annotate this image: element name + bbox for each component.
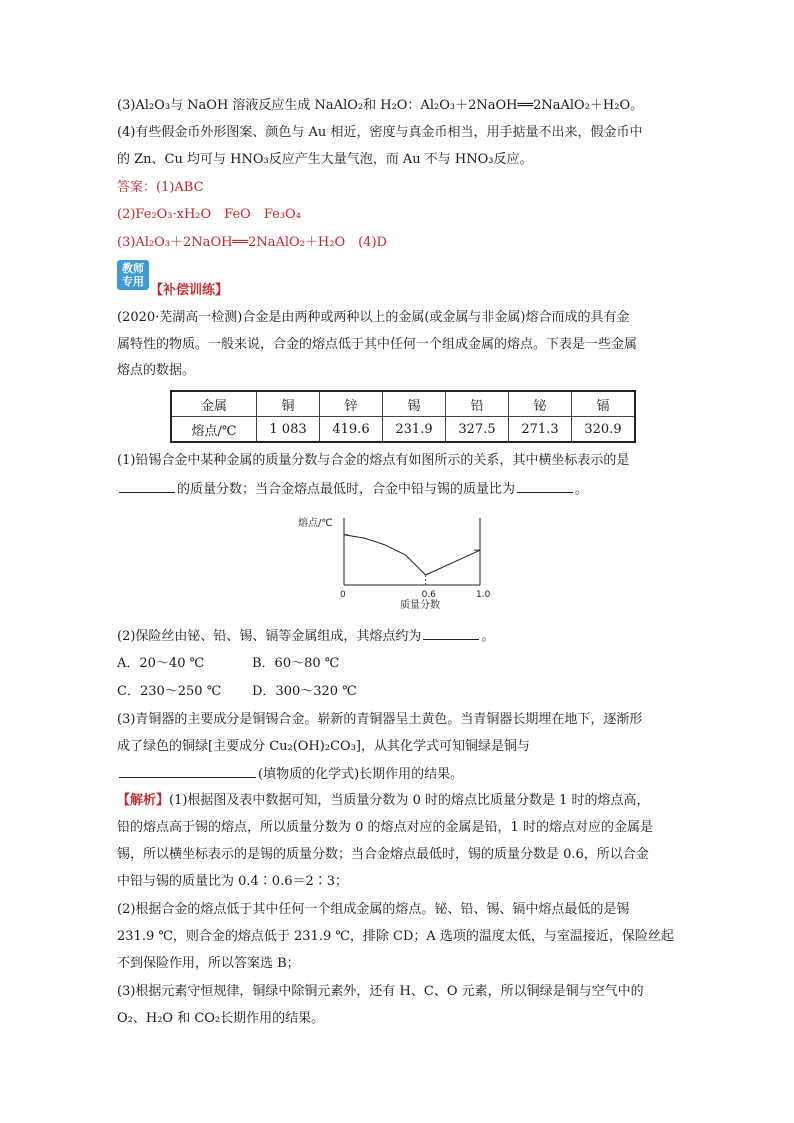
prev-q4-explanation-line1: (4)有些假金币外形图案、颜色与 Au 相近，密度与真金币相当，用手掂量不出来，假金币中 <box>117 125 643 140</box>
teacher-only-badge-icon <box>117 260 149 290</box>
analysis-line1 <box>117 792 650 810</box>
table-header-row <box>171 391 635 417</box>
prev-q3-explanation: (3)Al₂O₃与 NaOH 溶液反应生成 NaAlO₂和 H₂O：Al₂O₃＋2NaOH══2NaAlO₂＋H₂O。 <box>117 98 644 113</box>
answer-line2: (2)Fe₂O₃·xH₂O FeO Fe₃O₄ <box>117 207 301 222</box>
intro-line3: 熔点的数据。 <box>117 363 196 378</box>
answer-line3: (3)Al₂O₃＋2NaOH══2NaAlO₂＋H₂O (4)D <box>117 235 387 250</box>
table-header-cell: 金属 <box>171 391 257 417</box>
table-header-cell: 铅 <box>446 391 509 417</box>
table-cell: 327.5 <box>446 417 509 443</box>
analysis-line3: 锡，所以横坐标表示的是锡的质量分数；当合金熔点最低时，锡的质量分数是 0.6，所以合金 <box>117 847 649 862</box>
answer-blank <box>119 765 256 778</box>
intro-line1: (2020·芜湖高一检测)合金是由两种或两种以上的金属(或金属与非金属)熔合而成的具有金 <box>117 310 630 325</box>
analysis-line7: 不到保险作用，所以答案选 B； <box>117 956 300 971</box>
q2-text: (2)保险丝由铋、铅、锡、镉等金属组成，其熔点约为 <box>117 629 422 644</box>
table-header-cell: 锡 <box>383 391 446 417</box>
option-c: C．230～250 ℃ <box>117 684 222 699</box>
table-header-cell: 锌 <box>320 391 383 417</box>
analysis-line8: (3)根据元素守恒规律，铜绿中除铜元素外，还有 H、C、O 元素，所以铜绿是铜与空气中的 <box>117 984 644 999</box>
x-tick-label: 0.6 <box>421 590 436 600</box>
q1-line1: (1)铅锡合金中某种金属的质量分数与合金的熔点有如图所示的关系，其中横坐标表示的是 <box>117 453 630 468</box>
table-header-cell: 铋 <box>509 391 572 417</box>
analysis-text: (1)根据图及表中数据可知，当质量分数为 0 时的熔点比质量分数是 1 时的熔点高， <box>169 793 650 808</box>
answer-blank <box>517 480 573 493</box>
table-cell: 320.9 <box>572 417 636 443</box>
option-d: D．300～320 ℃ <box>252 684 357 699</box>
x-tick-label: 0 <box>340 590 346 600</box>
option-b: B．60～80 ℃ <box>252 656 340 671</box>
table-row-label: 熔点/℃ <box>171 417 257 443</box>
melting-point-table <box>170 390 636 443</box>
q2-end: 。 <box>481 629 495 644</box>
q3-line2: 成了绿色的铜绿[主要成分 Cu₂(OH)₂CO₃]，从其化学式可知铜绿是铜与 <box>117 739 530 754</box>
analysis-line9: O₂、H₂O 和 CO₂长期作用的结果。 <box>117 1011 325 1026</box>
intro-line2: 属特性的物质。一般来说，合金的熔点低于其中任何一个组成金属的熔点。下表是一些金属 <box>117 337 638 352</box>
table-header-cell: 镉 <box>572 391 636 417</box>
answer-blank <box>119 480 175 493</box>
analysis-line5: (2)根据合金的熔点低于其中任何一个组成金属的熔点。铋、铅、锡、镉中熔点最低的是锡 <box>117 902 630 917</box>
table-row <box>171 417 635 443</box>
table-cell: 231.9 <box>383 417 446 443</box>
q1-line2-text: 的质量分数；当合金熔点最低时，合金中铅与锡的质量比为 <box>177 482 516 497</box>
analysis-tag: 【解析】 <box>117 793 170 808</box>
option-a: A．20～40 ℃ <box>117 656 205 671</box>
x-tick-label: 1.0 <box>476 590 491 600</box>
q2-line1 <box>117 627 494 646</box>
prev-q4-explanation-line2: 的 Zn、Cu 均可与 HNO₃反应产生大量气泡，而 Au 不与 HNO₃反应。 <box>117 152 533 167</box>
chart-marks <box>340 535 491 600</box>
table-cell: 1 083 <box>257 417 320 443</box>
badge-bottom-text: 专用 <box>122 275 144 288</box>
q3-line1: (3)青铜器的主要成分是铜锡合金。崭新的青铜器呈土黄色。当青铜器长期埋在地下，逐渐形 <box>117 712 643 727</box>
x-axis-label: 质量分数 <box>400 600 440 611</box>
analysis-line6: 231.9 ℃，则合金的熔点低于 231.9 ℃，排除 CD；A 选项的温度太低，与室温接近，保险丝起 <box>117 929 674 944</box>
table-cell: 271.3 <box>509 417 572 443</box>
q3-line3-text: (填物质的化学式)长期作用的结果。 <box>258 767 464 782</box>
q1-line2 <box>117 480 588 499</box>
section-title: 【补偿训练】 <box>150 283 229 298</box>
answer-blank <box>423 627 479 640</box>
melting-point-curve <box>344 535 480 575</box>
y-axis-label: 熔点/℃ <box>298 518 333 529</box>
table-header-cell: 铜 <box>257 391 320 417</box>
badge-top-text: 教师 <box>122 262 144 275</box>
answer-line1: 答案：(1)ABC <box>117 180 204 195</box>
table-cell: 419.6 <box>320 417 383 443</box>
analysis-line2: 铅的熔点高于锡的熔点，所以质量分数为 0 的熔点对应的金属是铅，1 时的熔点对应的金属是 <box>117 820 653 835</box>
analysis-line4: 中铅与锡的质量比为 0.4∶0.6＝2∶3； <box>117 874 349 889</box>
q3-line3 <box>117 765 463 784</box>
melting-point-chart <box>296 512 496 612</box>
q1-line2-end: 。 <box>575 482 589 497</box>
